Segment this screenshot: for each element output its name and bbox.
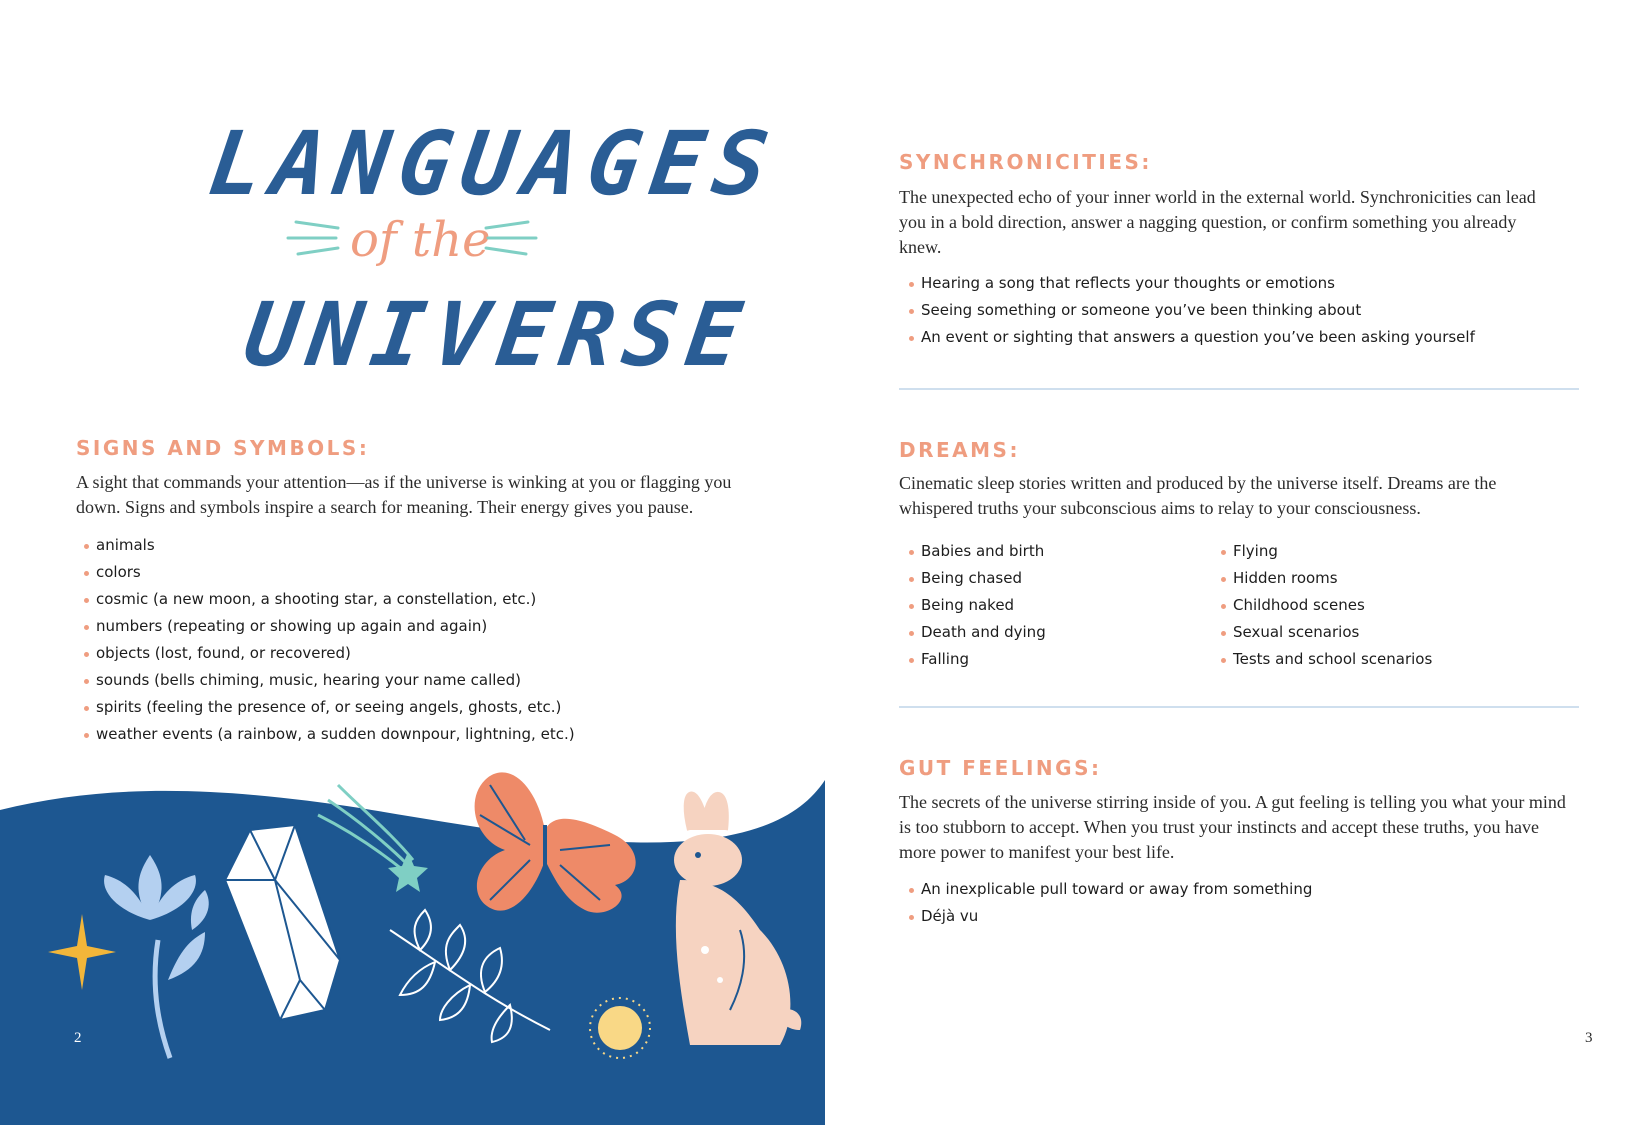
- page-number-left: 2: [74, 1030, 82, 1046]
- signs-paragraph: A sight that commands your attention—as if the universe is winking at you or flagging you down. Signs and symbols inspire a search for meaning. Their energy gives you pause.: [76, 472, 732, 517]
- list-item: Déjà vu: [907, 903, 1312, 930]
- list-item: Being chased: [907, 565, 1046, 592]
- title-universe: UNIVERSE: [238, 283, 758, 386]
- right-page: [825, 0, 1650, 1125]
- synchronicities-paragraph: The unexpected echo of your inner world in the external world. Synchronicities can lead you in a bold direction, answer a nagging question, or confirm something you already knew.: [899, 187, 1536, 257]
- title-of-the: of the: [350, 212, 491, 268]
- list-item: spirits (feeling the presence of, or seeing angels, ghosts, etc.): [82, 694, 575, 721]
- rays-left-icon: [286, 216, 346, 264]
- synchronicities-heading: SYNCHRONICITIES:: [899, 150, 1152, 174]
- list-item: animals: [82, 532, 575, 559]
- list-item: Tests and school scenarios: [1219, 646, 1432, 673]
- list-item: An inexplicable pull toward or away from something: [907, 876, 1312, 903]
- list-item: An event or sighting that answers a question you’ve been asking yourself: [907, 324, 1475, 351]
- list-item: Babies and birth: [907, 538, 1046, 565]
- dreams-list-left: [907, 538, 1046, 673]
- signs-heading: SIGNS AND SYMBOLS:: [76, 436, 370, 460]
- list-item: Sexual scenarios: [1219, 619, 1432, 646]
- divider: [899, 388, 1579, 390]
- list-item: sounds (bells chiming, music, hearing your name called): [82, 667, 575, 694]
- dreams-paragraph: Cinematic sleep stories written and produced by the universe itself. Dreams are the whispered truths your subconscious aims to relay to your consciousness.: [899, 473, 1497, 518]
- dreams-heading: DREAMS:: [899, 438, 1020, 462]
- list-item: numbers (repeating or showing up again and again): [82, 613, 575, 640]
- dreams-list-right: [1219, 538, 1432, 673]
- signs-list: [82, 532, 575, 748]
- list-item: Hearing a song that reflects your thoughts or emotions: [907, 270, 1475, 297]
- title-languages: LANGUAGES: [202, 112, 785, 215]
- list-item: colors: [82, 559, 575, 586]
- gut-feelings-heading: GUT FEELINGS:: [899, 756, 1102, 780]
- list-item: Childhood scenes: [1219, 592, 1432, 619]
- page-number-right: 3: [1585, 1030, 1593, 1046]
- divider: [899, 706, 1579, 708]
- list-item: cosmic (a new moon, a shooting star, a constellation, etc.): [82, 586, 575, 613]
- list-item: weather events (a rainbow, a sudden downpour, lightning, etc.): [82, 721, 575, 748]
- list-item: Flying: [1219, 538, 1432, 565]
- list-item: objects (lost, found, or recovered): [82, 640, 575, 667]
- list-item: Death and dying: [907, 619, 1046, 646]
- list-item: Hidden rooms: [1219, 565, 1432, 592]
- list-item: Being naked: [907, 592, 1046, 619]
- gut-feelings-paragraph: The secrets of the universe stirring inside of you. A gut feeling is telling you what your mind is too stubborn to accept. When you trust your instincts and accept these truths, you have more power to manifest your best life.: [899, 792, 1566, 862]
- gut-feelings-list: [907, 876, 1312, 930]
- list-item: Seeing something or someone you’ve been thinking about: [907, 297, 1475, 324]
- list-item: Falling: [907, 646, 1046, 673]
- illustration-band: [0, 770, 825, 1125]
- rays-right-icon: [478, 216, 538, 264]
- synchronicities-list: [907, 270, 1475, 351]
